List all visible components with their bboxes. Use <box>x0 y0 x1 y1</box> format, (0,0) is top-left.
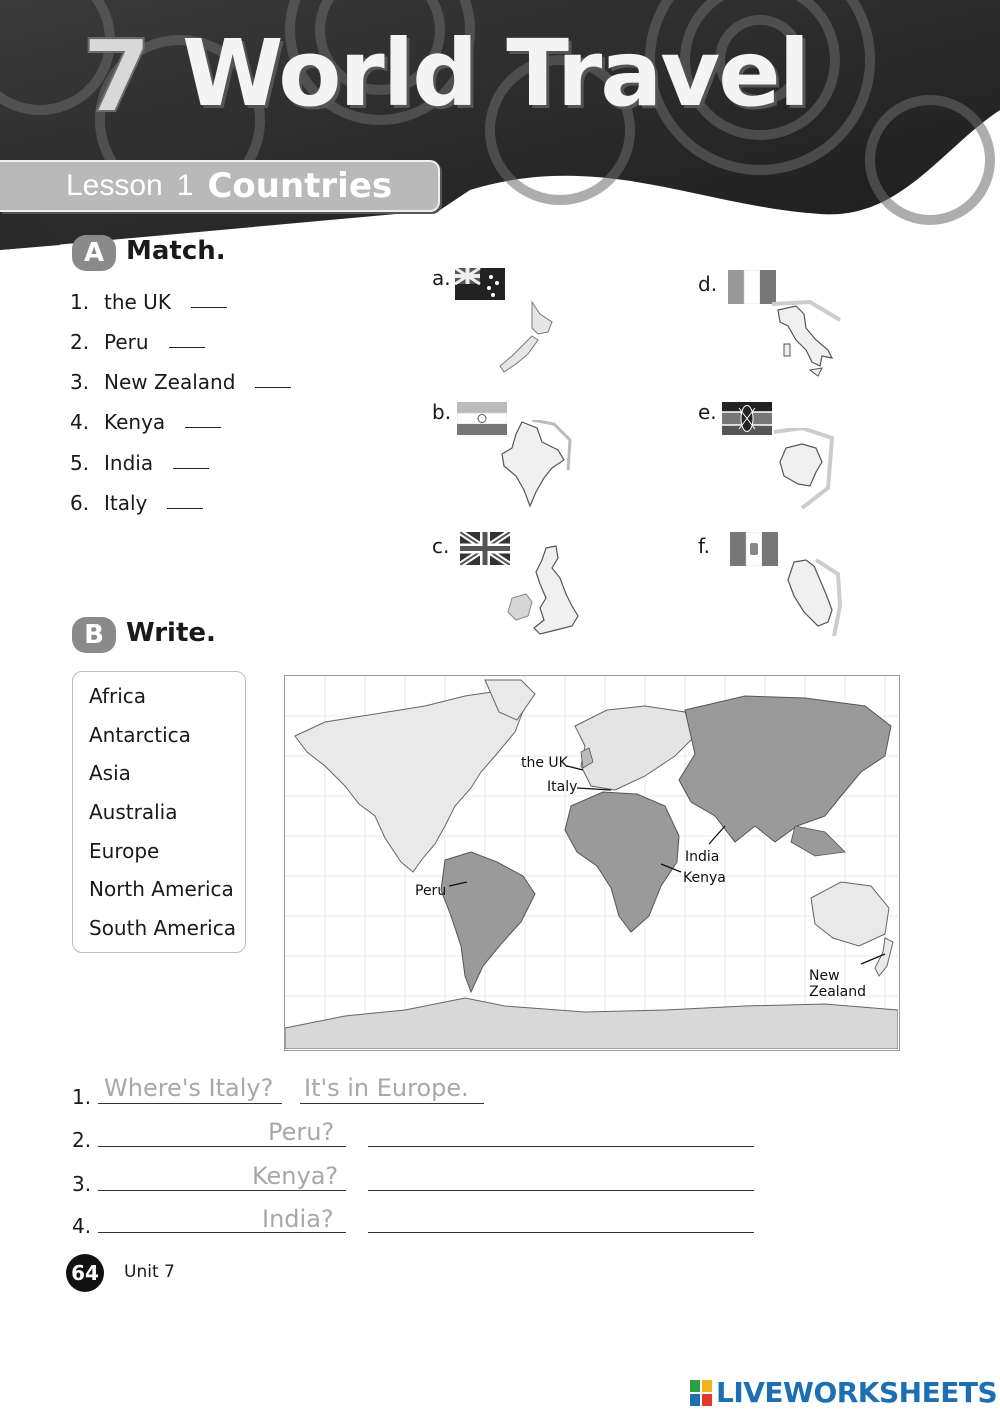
word-bank <box>72 671 246 953</box>
word-bank-item: South America <box>89 916 236 941</box>
map-label-india: India <box>685 849 720 865</box>
match-item <box>70 370 291 394</box>
write-line-underline <box>300 1103 484 1104</box>
peru-map-icon <box>782 556 844 642</box>
match-text: the UK <box>104 290 171 314</box>
answer-input-line[interactable] <box>368 1232 754 1233</box>
liveworksheets-logo <box>690 1376 997 1409</box>
match-num: 1. <box>70 290 90 314</box>
option-letter-b: b. <box>432 400 452 424</box>
write-line-number: 4. <box>72 1214 92 1238</box>
lesson-number: 1 <box>176 169 194 202</box>
italy-flag-icon <box>728 270 776 304</box>
match-answer-blank[interactable] <box>169 330 205 348</box>
brand-text: LIVEWORKSHEETS <box>716 1376 998 1409</box>
unit-number: 7 <box>82 18 150 135</box>
india-map-icon <box>492 420 572 510</box>
match-text: India <box>104 451 154 475</box>
kenya-flag-icon <box>722 402 772 435</box>
option-letter-d: d. <box>698 272 718 296</box>
section-b-title: Write. <box>126 618 216 648</box>
traced-question: India? <box>262 1205 334 1233</box>
option-letter-f: f. <box>698 534 710 558</box>
match-item <box>70 451 209 475</box>
match-text: Kenya <box>104 410 166 434</box>
write-line-number: 3. <box>72 1172 92 1196</box>
liveworksheets-logo-icon <box>690 1380 712 1406</box>
traced-question: Where's Italy? <box>104 1074 274 1102</box>
map-label-new-zealand: New Zealand <box>809 968 867 1000</box>
match-num: 5. <box>70 451 90 475</box>
word-bank-item: Africa <box>89 684 147 708</box>
match-item <box>70 290 227 314</box>
match-num: 3. <box>70 370 90 394</box>
match-item <box>70 410 221 434</box>
word-bank-item: Australia <box>89 800 178 825</box>
match-num: 4. <box>70 410 90 434</box>
peru-flag-icon <box>730 532 778 566</box>
match-answer-blank[interactable] <box>185 410 221 428</box>
question-input-line[interactable] <box>98 1146 346 1147</box>
match-text: Italy <box>104 491 148 515</box>
answer-input-line[interactable] <box>368 1190 754 1191</box>
match-text: Peru <box>104 330 149 354</box>
world-map <box>284 675 900 1051</box>
italy-map-icon <box>770 300 842 380</box>
match-item <box>70 330 205 354</box>
match-answer-blank[interactable] <box>173 451 209 469</box>
option-letter-e: e. <box>698 400 717 424</box>
section-b-badge: B <box>72 617 116 653</box>
traced-question: Kenya? <box>252 1162 339 1190</box>
kenya-map-icon <box>772 428 836 512</box>
word-bank-item: Antarctica <box>89 722 191 747</box>
map-label-kenya: Kenya <box>683 870 726 886</box>
write-line-number: 2. <box>72 1128 92 1152</box>
traced-answer: It's in Europe. <box>304 1074 469 1102</box>
write-line-underline <box>98 1103 282 1104</box>
map-label-uk: the UK <box>521 755 568 771</box>
match-answer-blank[interactable] <box>255 370 291 388</box>
word-bank-item: Europe <box>89 838 160 863</box>
match-text: New Zealand <box>104 370 236 394</box>
match-answer-blank[interactable] <box>191 290 227 308</box>
answer-input-line[interactable] <box>368 1146 754 1147</box>
page-number: 64 <box>66 1254 104 1292</box>
match-item <box>70 491 203 515</box>
section-a-title: Match. <box>126 236 226 266</box>
new-zealand-map-icon <box>492 300 567 376</box>
world-map-drawing <box>285 676 898 1049</box>
lesson-bar <box>0 160 440 212</box>
match-num: 2. <box>70 330 90 354</box>
option-letter-c: c. <box>432 534 450 558</box>
new-zealand-flag-icon <box>455 268 505 300</box>
write-line-number: 1. <box>72 1085 92 1109</box>
option-letter-a: a. <box>432 266 451 290</box>
unit-label: Unit 7 <box>124 1262 175 1282</box>
map-label-italy: Italy <box>547 779 578 795</box>
map-label-peru: Peru <box>415 883 447 899</box>
traced-question: Peru? <box>268 1118 335 1146</box>
word-bank-item: Asia <box>89 761 131 786</box>
uk-flag-icon <box>460 532 510 565</box>
match-answer-blank[interactable] <box>167 491 203 509</box>
section-a-badge: A <box>72 235 116 271</box>
lesson-name: Countries <box>207 166 393 206</box>
question-input-line[interactable] <box>98 1190 346 1191</box>
uk-map-icon <box>506 544 586 639</box>
word-bank-item: North America <box>89 877 234 902</box>
match-num: 6. <box>70 491 90 515</box>
lesson-label: Lesson <box>66 169 163 202</box>
unit-title: World Travel <box>182 20 809 127</box>
